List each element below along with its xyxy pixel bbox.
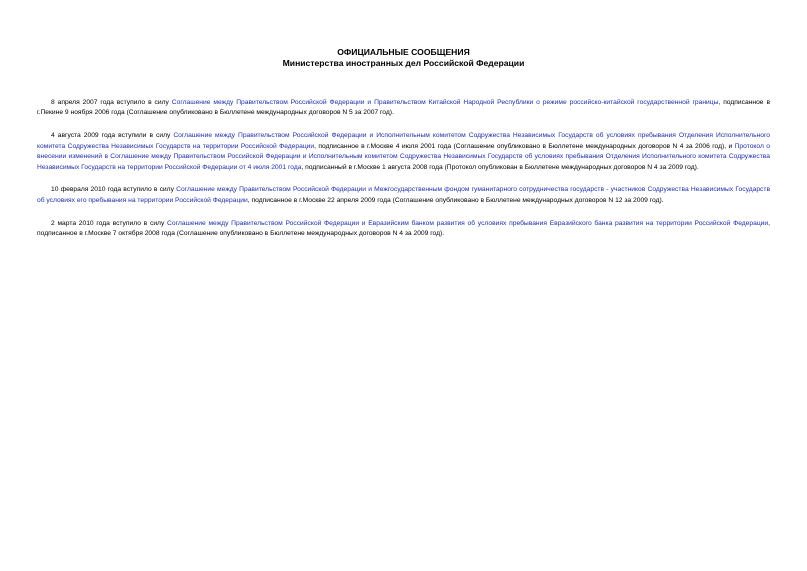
paragraph-text: , подписанное в г.Москве 22 апреля 2009 года (Соглашение опубликовано в Бюллетене международных договоров N 12 за 2009 год). [247, 196, 664, 204]
paragraph-text: 10 февраля 2010 года вступило в силу [51, 186, 177, 194]
paragraph-text: 4 августа 2009 года вступили в силу [51, 132, 174, 140]
paragraph-text: , подписанное в г.Москве 4 июля 2001 года (Соглашение опубликовано в Бюллетене международных договоров N 4 за 2006 год), и [314, 142, 735, 150]
announcement-paragraph-1 [37, 98, 770, 119]
document-body [37, 98, 770, 252]
paragraph-text: , подписанный в г.Москве 1 августа 2008 года (Протокол опубликован в Бюллетене международных договоров N 4 за 2009 год). [301, 163, 699, 171]
document-title: ОФИЦИАЛЬНЫЕ СООБЩЕНИЯ [337, 47, 470, 57]
agreement-link-russia-china-border[interactable]: Соглашение между Правительством Российской Федерации и Правительством Китайской Народной Республики о режиме российско-китайской государственной границы [171, 99, 719, 106]
announcement-paragraph-4 [37, 219, 770, 240]
protocol-link-cis-executive-committee[interactable]: Протокол о внесении изменений в Соглашение между Правительством Российской Федерации и Исполнительным комитетом Содружества Независимых Государств об условиях пребывания Отделения Исполнительного комитета Содружества Независимых Государств на территории Российской Федерации от 4 июля 2001 года [37, 142, 770, 171]
paragraph-text: , подписанное в г.Пекине 9 ноября 2006 года (Соглашение опубликовано в Бюллетене международных договоров N 5 за 2007 год). [37, 99, 770, 117]
agreement-link-eurasian-development-bank[interactable]: Соглашение между Правительством Российской Федерации и Евразийским банком развития об условиях пребывания Евразийского банка развития на территории Российской Федерации [167, 219, 769, 227]
paragraph-text: 8 апреля 2007 года вступило в силу [51, 99, 172, 106]
announcement-paragraph-2 [37, 131, 770, 173]
agreement-link-humanitarian-fund[interactable]: Соглашение между Правительством Российской Федерации и Межгосударственным фондом гуманитарного сотрудничества государств - участников Содружества Независимых Государств об условиях его пребывания на территории Российской Федерации [37, 186, 771, 204]
agreement-link-cis-executive-committee[interactable]: Соглашение между Правительством Российской Федерации и Исполнительным комитетом Содружества Независимых Государств об условиях пребывания Отделения Исполнительного комитета Содружества Независимых Государств на территории Российской Федерации [37, 132, 770, 150]
paragraph-text: 2 марта 2010 года вступило в силу [51, 219, 168, 227]
announcement-paragraph-3 [37, 185, 770, 206]
paragraph-text: , подписанное в г.Москве 7 октября 2008 года (Соглашение опубликовано в Бюллетене международных договоров N 4 за 2009 год). [37, 219, 770, 238]
document-subtitle: Министерства иностранных дел Российской Федерации [282, 58, 525, 68]
document-header [0, 47, 807, 69]
